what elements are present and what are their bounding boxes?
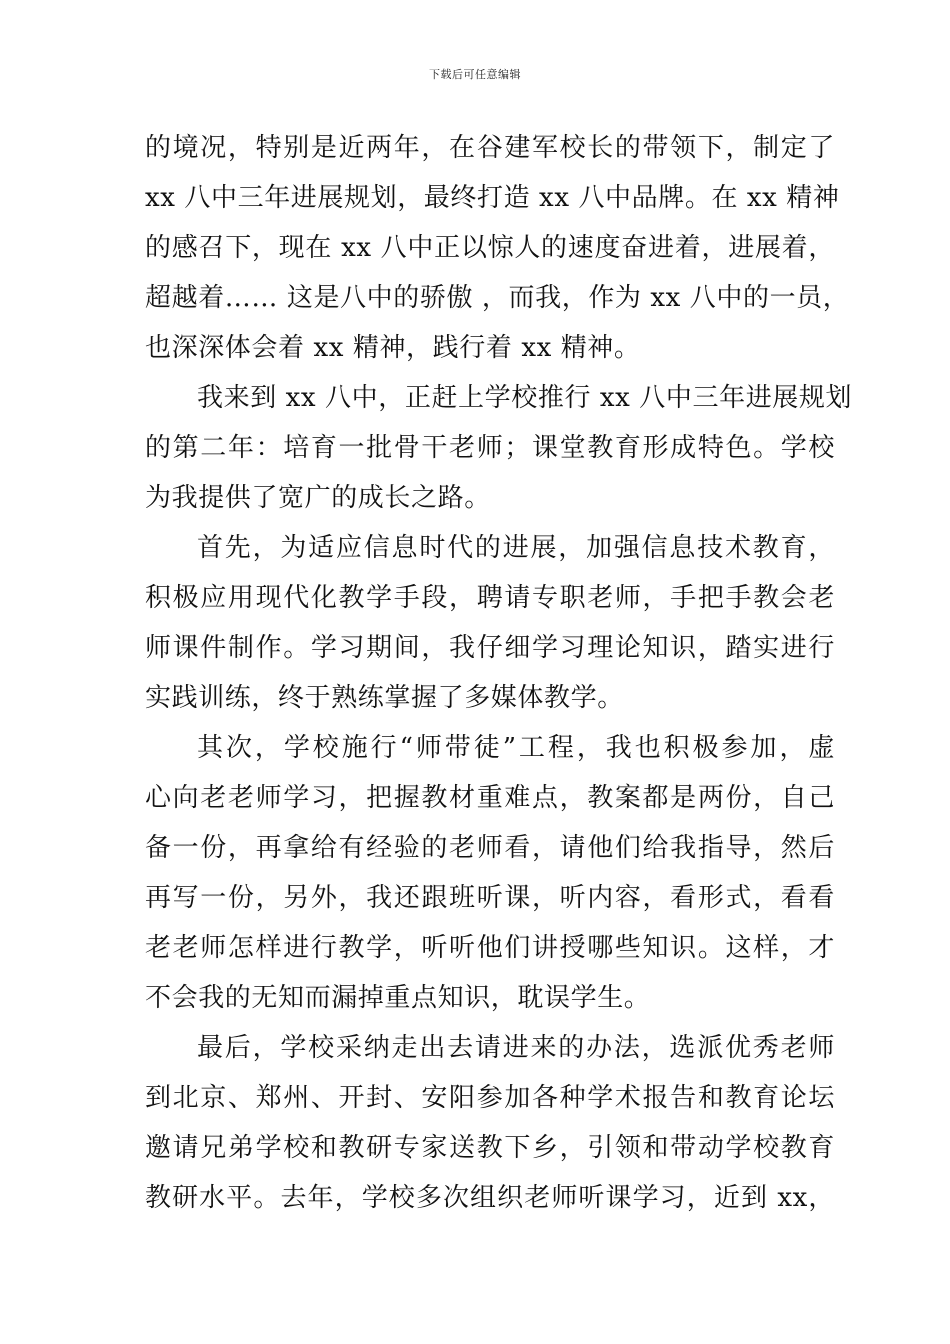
text-line: 首先，为适应信息时代的进展，加强信息技术教育，: [197, 533, 835, 563]
text-line: 实践训练，终于熟练掌握了多媒体教学。: [145, 683, 624, 713]
text-line: 也深深体会着 xx 精神，践行着 xx 精神。: [145, 333, 641, 363]
text-line: 不会我的无知而漏掉重点知识，耽误学生。: [145, 983, 651, 1013]
text-line: 的境况，特别是近两年，在谷建军校长的带领下，制定了: [145, 133, 835, 163]
text-line: 我来到 xx 八中，正赶上学校推行 xx 八中三年进展规划: [197, 383, 853, 413]
text-line: 最后，学校采纳走出去请进来的办法，选派优秀老师: [197, 1033, 835, 1063]
text-line: 的第二年：培育一批骨干老师；课堂教育形成特色。学校: [145, 433, 835, 463]
text-line: 教研水平。去年，学校多次组织老师听课学习，近到 xx，: [145, 1183, 835, 1213]
text-line: 师课件制作。学习期间，我仔细学习理论知识，踏实进行: [145, 633, 835, 663]
text-line: 老老师怎样进行教学，听听他们讲授哪些知识。这样，才: [145, 933, 835, 963]
text-line: 邀请兄弟学校和教研专家送教下乡，引领和带动学校教育: [145, 1133, 835, 1163]
text-line: 再写一份，另外，我还跟班听课，听内容，看形式，看看: [145, 883, 835, 913]
text-line: 积极应用现代化教学手段，聘请专职老师，手把手教会老: [145, 583, 835, 613]
text-line: 为我提供了宽广的成长之路。: [145, 483, 491, 513]
text-line: 超越着…… 这是八中的骄傲 ，而我，作为 xx 八中的一员，: [145, 283, 850, 313]
document-body: [145, 128, 853, 1228]
text-line: xx 八中三年进展规划，最终打造 xx 八中品牌。在 xx 精神: [145, 183, 840, 213]
page-header: 下载后可任意编辑: [429, 68, 521, 81]
text-line: 其次，学校施行“师带徒”工程，我也积极参加，虚: [197, 733, 835, 763]
text-line: 到北京、郑州、开封、安阳参加各种学术报告和教育论坛: [145, 1083, 835, 1113]
text-line: 心向老老师学习，把握教材重难点，教案都是两份，自己: [145, 783, 835, 813]
text-line: 备一份，再拿给有经验的老师看，请他们给我指导，然后: [145, 833, 835, 863]
text-line: 的感召下，现在 xx 八中正以惊人的速度奋进着，进展着，: [145, 233, 835, 263]
